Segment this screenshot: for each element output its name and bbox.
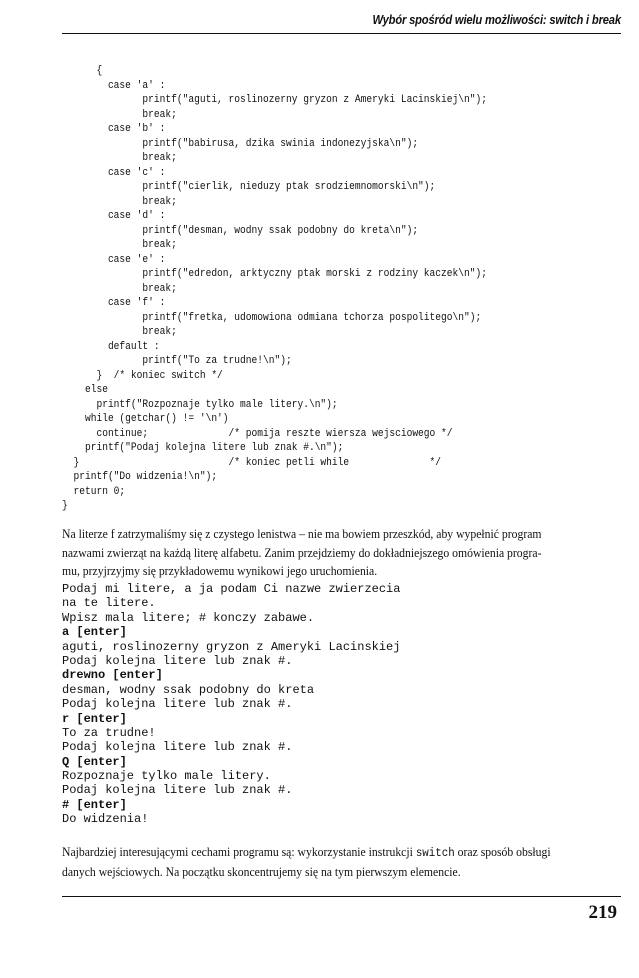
code-line: continue; /* pomija reszte wiersza wejsciowego */: [62, 427, 453, 440]
paragraph-line: danych wejściowych. Na początku skoncentrujemy się na tym pierwszym elemencie.: [62, 863, 461, 879]
code-line: printf("fretka, udomowiona odmiana tchorza pospolitego\n");: [62, 311, 482, 324]
code-line: case 'e' :: [62, 253, 166, 266]
header-rule: [62, 33, 621, 34]
output-line: Rozpoznaje tylko male litery.: [62, 769, 271, 784]
sample-run-output: [62, 582, 582, 827]
user-input-line: # [enter]: [62, 797, 127, 812]
output-line: Podaj kolejna litere lub znak #.: [62, 783, 293, 798]
code-line: case 'b' :: [62, 123, 166, 135]
output-line: Podaj mi litere, a ja podam Ci nazwe zwierzecia: [62, 582, 401, 596]
code-line: printf("cierlik, nieduzy ptak srodziemnomorski\n");: [62, 181, 436, 193]
user-input-line: a [enter]: [62, 625, 127, 640]
paragraph-intro: [62, 525, 620, 581]
code-line: case 'd' :: [62, 210, 166, 222]
paragraph-text: oraz sposób obsługi: [454, 844, 551, 859]
code-line: }: [62, 500, 68, 512]
code-line: printf("edredon, arktyczny ptak morski z rodziny kaczek\n");: [62, 268, 487, 280]
code-line: break;: [62, 326, 177, 338]
output-line: Podaj kolejna litere lub znak #.: [62, 697, 293, 712]
output-line: desman, wodny ssak podobny do kreta: [62, 682, 315, 697]
output-line: Do widzenia!: [62, 812, 149, 827]
output-line: na te litere.: [62, 596, 156, 611]
code-line: break;: [62, 108, 177, 121]
code-line: {: [62, 65, 103, 77]
code-line: default :: [62, 340, 160, 353]
code-line: } /* koniec switch */: [62, 369, 223, 382]
output-line: To za trudne!: [62, 725, 156, 740]
output-line: Podaj kolejna litere lub znak #.: [62, 653, 293, 668]
code-line: break;: [62, 282, 177, 295]
code-line: printf("To za trudne!\n");: [62, 355, 292, 367]
paragraph-text: Najbardziej interesującymi cechami programu są: wykorzystanie instrukcji: [62, 844, 416, 859]
code-line: case 'a' :: [62, 79, 166, 92]
code-line: case 'c' :: [62, 166, 166, 179]
paragraph-summary: [62, 843, 620, 881]
paragraph-line: nazwami zwierząt na każdą literę alfabetu. Zanim przejdziemy do dokładniejszego omówienia progra-: [62, 544, 542, 560]
code-line: return 0;: [62, 485, 126, 498]
code-line: printf("Do widzenia!\n");: [62, 471, 218, 483]
paragraph-line: mu, przyjrzyjmy się przykładowemu wynikowi jego uruchomienia.: [62, 563, 378, 578]
inline-code: switch: [415, 846, 455, 860]
output-line: aguti, roslinozerny gryzon z Ameryki Lacinskiej: [62, 639, 401, 654]
output-line: Podaj kolejna litere lub znak #.: [62, 740, 293, 755]
code-line: printf("desman, wodny ssak podobny do kreta\n");: [62, 224, 419, 237]
code-line: } /* koniec petli while */: [62, 456, 442, 469]
user-input-line: r [enter]: [62, 711, 127, 726]
running-header: Wybór spośród wielu możliwości: switch i break: [372, 12, 621, 27]
paragraph-line: [62, 843, 620, 863]
code-line: else: [62, 384, 108, 396]
code-line: printf("Podaj kolejna litere lub znak #.\n");: [62, 442, 344, 454]
code-line: printf("aguti, roslinozerny gryzon z Ameryki Lacinskiej\n");: [62, 94, 487, 106]
output-line: Wpisz mala litere; # konczy zabawe.: [62, 610, 315, 625]
paragraph-line: Na literze f zatrzymaliśmy się z czystego lenistwa – nie ma bowiem przeszkód, aby wypełnić program: [62, 526, 542, 541]
code-line: break;: [62, 239, 177, 251]
code-listing: [62, 64, 549, 514]
code-line: while (getchar() != '\n'): [62, 413, 229, 425]
code-line: printf("babirusa, dzika swinia indonezyjska\n");: [62, 137, 419, 150]
page-number: 219: [588, 902, 617, 923]
footer-rule: [62, 896, 621, 897]
user-input-line: drewno [enter]: [62, 668, 163, 683]
code-line: printf("Rozpoznaje tylko male litery.\n");: [62, 398, 338, 411]
code-line: break;: [62, 152, 177, 164]
code-line: break;: [62, 195, 177, 208]
user-input-line: Q [enter]: [62, 754, 127, 769]
code-line: case 'f' :: [62, 297, 166, 309]
